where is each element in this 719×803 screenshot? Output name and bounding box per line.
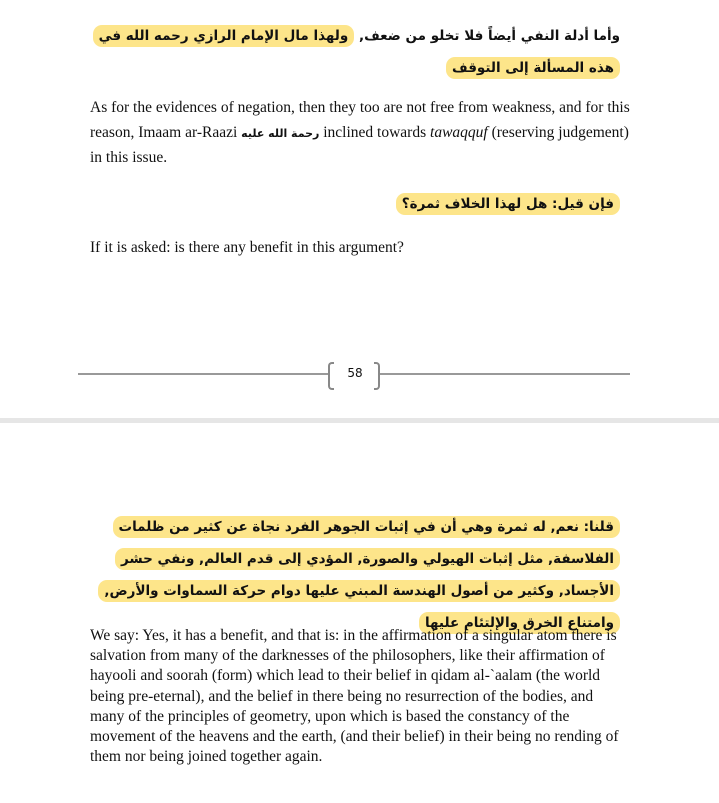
right-bracket [374,362,380,390]
text: inclined towards [319,123,431,141]
page-59 [0,423,719,803]
arabic-text: وأما أدلة النفي أيضاً فلا تخلو من ضعف, [354,28,620,44]
arabic-paragraph-3 [85,511,620,639]
text: (reserving judgement) in this issue. [90,123,629,166]
left-bracket [328,362,334,390]
text: As for the evidences of negation, then they too are not free from weakness, and for this reason, Imaam ar-Raazi [90,99,630,141]
divider-right [380,373,630,375]
divider-left [78,373,328,375]
english-paragraph-2: If it is asked: is there any benefit in this argument? [90,239,404,256]
arabic-paragraph-1 [85,20,620,84]
honorific-arabic: رحمة الله عليه [241,126,320,140]
english-paragraph-3: We say: Yes, it has a benefit, and that is: in the affirmation of a singular atom there is salvation from many of the darknesses of the philosophers, like their affirmation of hayooli and soorah (form) which lead to their belief in qidam al-`aalam (the world being pre-eternal), and the belief in there being no resurrection of the bodies, and many of the principles of geometry, upon which is based the constancy of the movement of the heavens and the earth, (and their belief) in their being no rending of them nor being joined together again. [90,627,619,766]
page-footer [78,360,630,388]
arabic-paragraph-2 [85,188,620,220]
highlighted-arabic-text: قلنا: نعم, له ثمرة وهي أن في إثبات الجوهر الفرد نجاة عن كثير من ظلمات الفلاسفة, مثل إثبات الهيولي والصورة, المؤدي إلى قدم العالم, ونفي حشر الأجساد, وكثير من أصول الهندسة المبني عليها دوام حركة السماوات والأرض, وامتناع الخرق والإلتئام عليها [98,516,620,634]
highlighted-arabic-text: ولهذا مال الإمام الرازي رحمه الله في هذه المسألة إلى التوقف [93,25,620,79]
page-number: 58 [347,366,363,380]
highlighted-arabic-text: فإن قيل: هل لهذا الخلاف ثمرة؟ [396,193,620,215]
english-paragraph-1 [90,96,630,171]
italic-term: tawaqquf [430,123,488,141]
